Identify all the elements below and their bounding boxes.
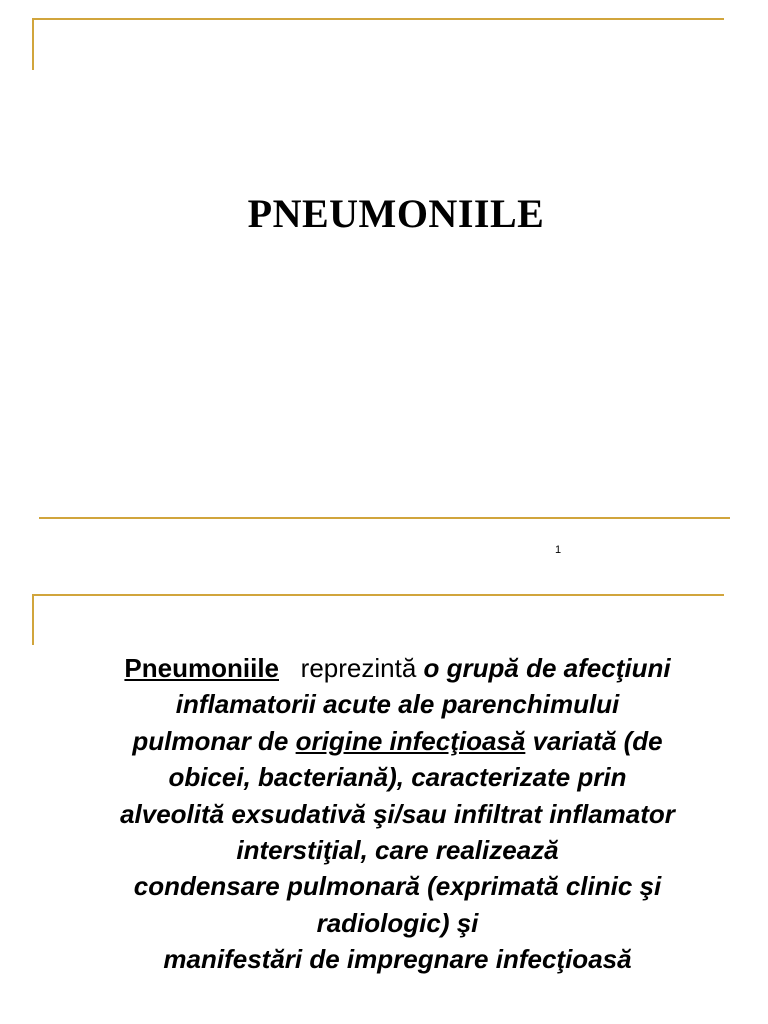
definition-text: o grupă de afecţiuni bbox=[423, 653, 671, 683]
slide-footer-line bbox=[39, 517, 730, 519]
definition-line-6: interstiţial, care realizează bbox=[236, 835, 559, 866]
definition-line-3 bbox=[60, 723, 735, 759]
definition-line-4: obicei, bacteriană), caracterizate prin bbox=[168, 762, 627, 793]
definition-text: pulmonar de bbox=[132, 725, 296, 756]
page-number: 1 bbox=[555, 544, 562, 556]
definition-text: variată (de bbox=[525, 725, 663, 756]
definition-line-2: inflamatorii acute ale parenchimului bbox=[175, 689, 620, 720]
definition-paragraph bbox=[60, 650, 735, 978]
definition-line-5: alveolită exsudativă şi/sau infiltrat inflamator bbox=[120, 798, 675, 829]
slide-left-accent-line bbox=[32, 594, 34, 645]
defined-term: Pneumoniile bbox=[124, 653, 279, 683]
slide-definition bbox=[0, 575, 768, 1024]
origin-phrase: origine infecţioasă bbox=[295, 725, 526, 756]
definition-line-8: radiologic) şi bbox=[316, 907, 479, 938]
slide-top-accent-line bbox=[32, 594, 724, 596]
definition-line-7: condensare pulmonară (exprimată clinic şi bbox=[133, 871, 662, 902]
slide-left-accent-line bbox=[32, 18, 34, 70]
page-title: PNEUMONIILE bbox=[247, 191, 545, 236]
definition-verb: reprezintă bbox=[300, 653, 417, 683]
definition-line-9: manifestări de impregnare infecţioasă bbox=[163, 944, 632, 975]
slide-top-accent-line bbox=[32, 18, 724, 20]
definition-line-1 bbox=[60, 650, 735, 686]
